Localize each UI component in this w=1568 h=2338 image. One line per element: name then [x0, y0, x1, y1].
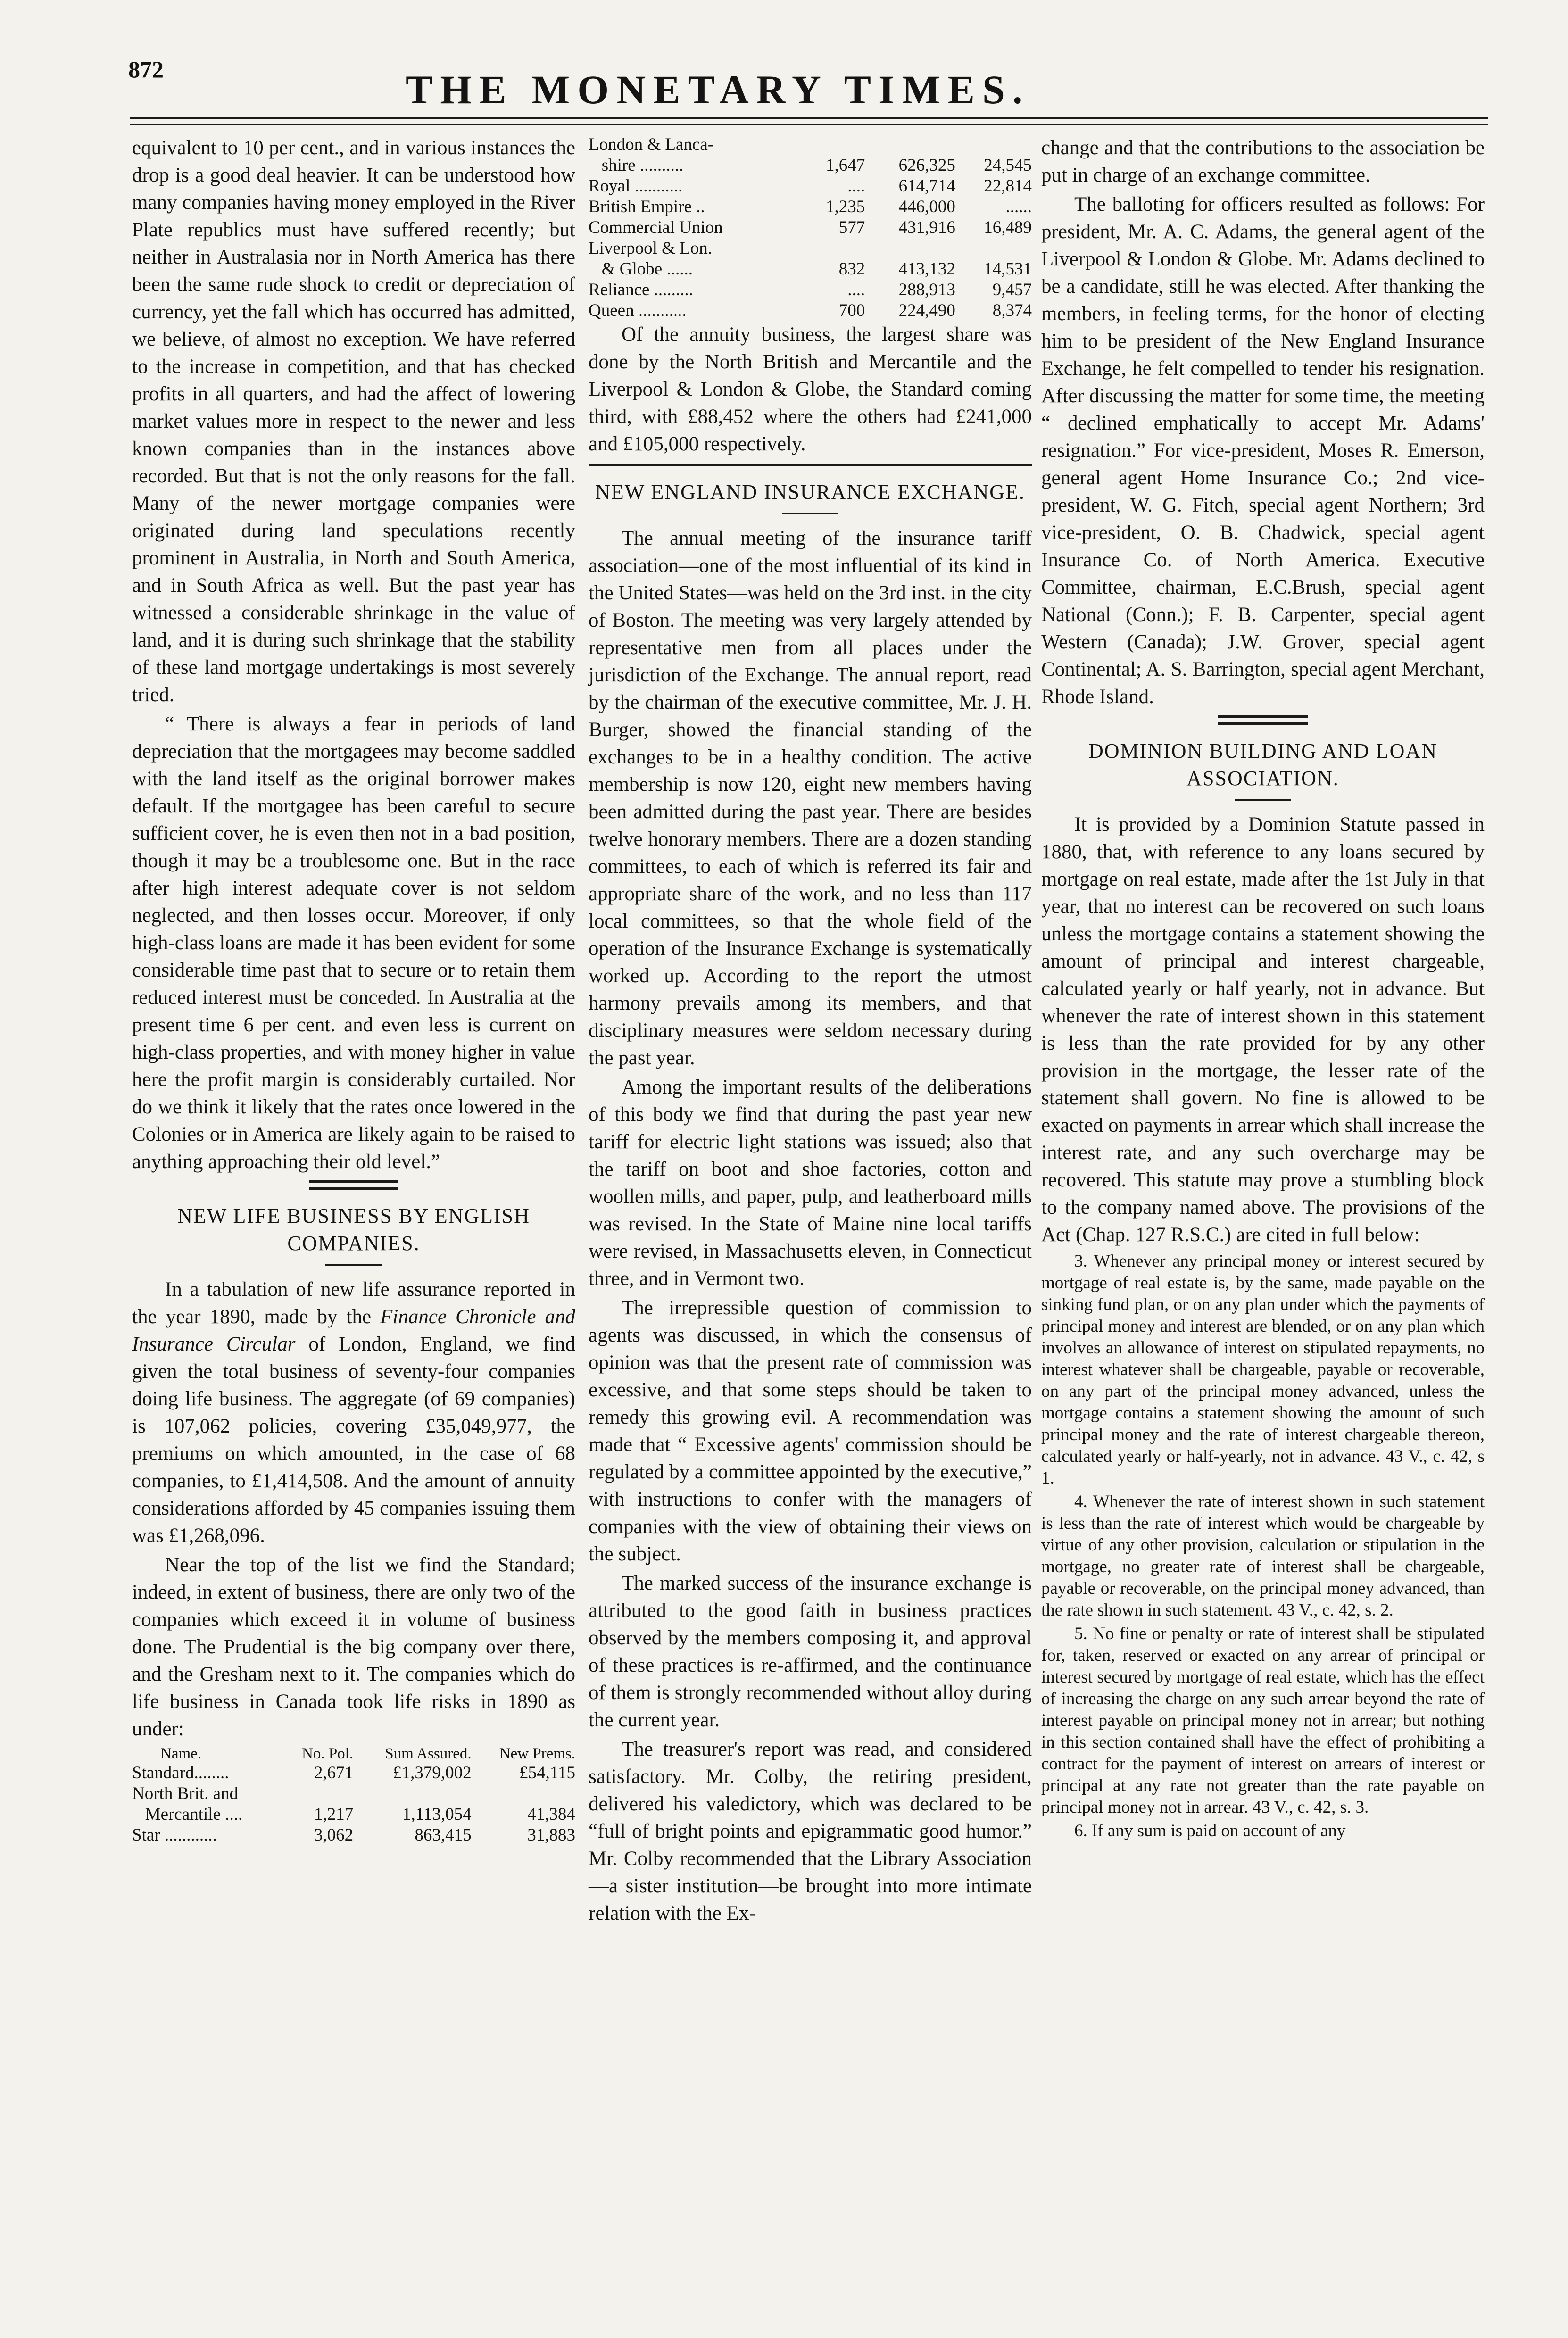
section-heading: DOMINION BUILDING AND LOAN ASSOCIATION. — [1088, 739, 1438, 790]
table-header: No. Pol. — [301, 1745, 354, 1762]
article-paragraph: Of the annuity business, the largest share was done by the North British and Mercantile and the Liverpool & London & Globe, the Standard coming third, with £88,452 where the others had £241,000 and £105,000 respectively. — [589, 323, 1032, 455]
table-row: Reliance ......... .... 288,913 9,457 — [589, 280, 1032, 299]
table-header: New Prems. — [499, 1745, 575, 1762]
masthead-title: THE MONETARY TIMES. — [406, 67, 1030, 112]
page-number: 872 — [128, 56, 164, 83]
table-row: Royal ........... .... 614,714 22,814 — [589, 176, 1032, 196]
article-paragraph: The balloting for officers resulted as follows: For president, Mr. A. C. Adams, the general agent of the Liverpool & London & Globe. Mr. Adams declined to be a candidate, still he was elected. After thanking the members, in feeling terms, for the honor of electing him to be president of the New England Insurance Exchange, he felt compelled to tender his resignation. After discussing the matter for some time, the meeting “ declined emphatically to accept Mr. Adams' resignation.” For vice-president, Moses R. Emerson, general agent Home Insurance Co.; 2nd vice-president, W. G. Fitch, special agent Northern; 3rd vice-president, O. B. Chadwick, special agent Insurance Co. of North America. Executive Committee, chairman, E.C.Brush, special agent National (Conn.); F. B. Carpenter, special agent Western (Canada); J.W. Grover, special agent Continental; A. S. Barrington, special agent Merchant, Rhode Island. — [1041, 193, 1485, 708]
column-2 — [589, 134, 1032, 1929]
section-separator — [309, 1180, 398, 1190]
table-header: Name. — [160, 1745, 202, 1762]
section-heading: NEW LIFE BUSINESS BY ENGLISH COMPANIES. — [177, 1204, 530, 1255]
table-row: Liverpool & Lon. — [589, 239, 713, 258]
table-header: Sum Assured. — [385, 1745, 472, 1762]
table-row: Commercial Union 577 431,916 16,489 — [589, 218, 1032, 237]
article-paragraph: equivalent to 10 per cent., and in various instances the drop is a good deal heavier. It can be understood how many companies having money employed in the River Plate republics must have suffered recently; but neither in Australasia nor in North America has there been the same rude shock to credit or depreciation of currency, yet the fall which has occurred has admitted, we believe, of almost no exception. We have referred to the increase in competition, and that has checked profits in all quarters, and had the affect of lowering market values more in respect to the newer and less known companies than in the instances above recorded. But that is not the only reasons for the fall. Many of the newer mortgage companies were originated during land speculations recently prominent in Australia, in North and South America, and in South Africa as well. But the past year has witnessed a considerable shrinkage in the value of land, and it is during such shrinkage that the stability of these land mortgage undertakings is most severely tried. — [132, 137, 575, 706]
article-paragraph: The marked success of the insurance exchange is attributed to the good faith in business practices observed by the members composing it, and approval of these practices is re-affirmed, and the continuance of them is strongly recommended without alloy during the current year. — [589, 1572, 1032, 1731]
article-paragraph: The annual meeting of the insurance tariff association—one of the most influential of its kind in the United States—was held on the 3rd inst. in the city of Boston. The meeting was very largely attended by representative men from all places under the jurisdiction of the Exchange. The annual report, read by the chairman of the executive committee, Mr. J. H. Burger, showed the financial standing of the exchanges to be in a healthy condition. The active membership is now 120, eight new members having been admitted during the past year. There are besides twelve honorary members. There are a dozen standing committees, to each of which is referred its fair and appropriate share of the work, and no less than 117 local committees, so that the whole field of the operation of the Insurance Exchange is systematically worked up. According to the report the utmost harmony prevails among its members, and that disciplinary measures were seldom necessary during the past year. — [589, 527, 1032, 1069]
statute-section: 6. If any sum is paid on account of any — [1074, 1821, 1346, 1841]
heading-dash — [782, 513, 838, 514]
masthead-rule-top — [130, 117, 1488, 119]
section-separator — [1218, 715, 1308, 725]
publication-title: Finance Chronicle and Insurance Circular — [132, 1306, 575, 1355]
life-business-table-continued — [589, 134, 1032, 321]
column-3 — [1041, 134, 1485, 1844]
section-heading: NEW ENGLAND INSURANCE EXCHANGE. — [595, 481, 1025, 504]
table-row: Star ............ 3,062 863,415 31,883 — [132, 1825, 575, 1845]
table-header-row — [132, 1745, 575, 1763]
article-paragraph: Among the important results of the deliberations of this body we find that during the past year new tariff for electric light stations was issued; also that the tariff on boot and shoe factories, cotton and woollen mills, and paper, pulp, and leatherboard mills was revised. In the State of Maine nine local tariffs were revised, in Massachusetts eleven, in Connecticut three, and in Vermont two. — [589, 1076, 1032, 1290]
article-paragraph: “ There is always a fear in periods of land depreciation that the mortgagees may become saddled with the land itself as the original borrower makes default. If the mortgagee has been careful to secure sufficient cover, he is even then not in a bad position, though it may be a troublesome one. But in the race after high interest adequate cover is not seldom neglected, and then losses occur. Moreover, if only high-class loans are made it has been evident for some considerable time past that to secure or to retain them reduced interest must be conceded. In Australia at the present time 6 per cent. and even less is current on high-class properties, and with money higher in value here the profit margin is considerably curtailed. Nor do we think it likely that the rates once lowered in the Colonies or in America are likely again to be raised to anything approaching their old level.” — [132, 713, 575, 1173]
article-paragraph: The treasurer's report was read, and considered satisfactory. Mr. Colby, the retiring president, delivered his valedictory, which was declared to be “full of bright points and epigrammatic good humor.” Mr. Colby recommended that the Library Association—a sister institution—be brought into more intimate relation with the Ex- — [589, 1738, 1032, 1924]
article-paragraph: Near the top of the list we find the Standard; indeed, in extent of business, there are only two of the companies which exceed it in volume of business done. The Prudential is the big company over there, and the Gresham next to it. The companies which do life business in Canada took life risks in 1890 as under: — [132, 1554, 575, 1740]
article-paragraph: The irrepressible question of commission to agents was discussed, in which the consensus of opinion was that the present rate of commission was excessive, and that some steps should be taken to remedy this growing evil. A recommendation was made that “ Excessive agents' commission should be regulated by a committee appointed by the executive,” with instructions to confer with the managers of companies with the view of obtaining their views on the subject. — [589, 1297, 1032, 1565]
table-row: Mercantile .... 1,217 1,113,054 41,384 — [132, 1805, 575, 1824]
statute-section: 5. No fine or penalty or rate of interest shall be stipulated for, taken, reserved or exacted on any arrear of principal or interest secured by mortgage of real estate, which has the effect of increasing the charge on any such arrear beyond the rate of interest payable on principal money not in arrear; but nothing in this section contained shall have the effect of prohibiting a contract for the payment of interest on arrears of interest or principal at any rate not greater than the rate payable on principal money not in arrear. 43 V., c. 42, s. 3. — [1041, 1624, 1485, 1817]
statute-excerpt — [1041, 1251, 1485, 1842]
section-rule — [589, 464, 1032, 466]
article-paragraph: In a tabulation of new life assurance reported in the year 1890, made by the Finance Chronicle and Insurance Circular of London, England, we find given the total business of seventy-four companies doing life business. The aggregate (of 69 companies) is 107,062 policies, covering £35,049,977, the premiums on which amounted, in the case of 68 companies, to £1,414,508. And the amount of annuity considerations afforded by 45 companies issuing them was £1,268,096. — [132, 1278, 575, 1547]
heading-dash — [1235, 799, 1291, 801]
life-business-table — [132, 1745, 575, 1846]
table-row: & Globe ...... 832 413,132 14,531 — [589, 259, 1032, 279]
table-row: Queen ........... 700 224,490 8,374 — [589, 301, 1032, 320]
column-1 — [132, 134, 575, 1846]
table-row: British Empire .. 1,235 446,000 ...... — [589, 197, 1032, 216]
statute-section: 4. Whenever the rate of interest shown in such statement is less than the rate of interest which would be chargeable by virtue of any other provision, calculation or stipulation in the mortgage, no greater rate of interest shall be chargeable, payable or recoverable, on the principal money advanced, than the rate shown in such statement. 43 V., c. 42, s. 2. — [1041, 1492, 1485, 1620]
article-paragraph: change and that the contributions to the association be put in charge of an exchange committee. — [1041, 137, 1485, 186]
heading-dash — [325, 1264, 382, 1266]
table-row: London & Lanca- — [589, 135, 714, 154]
article-paragraph: It is provided by a Dominion Statute passed in 1880, that, with reference to any loans secured by mortgage on real estate, made after the 1st July in that year, that no interest can be recovered on such loans unless the mortgage contains a statement showing the amount of principal and interest chargeable, calculated yearly or half yearly, not in advance. But whenever the rate of interest shown in this statement is less than the rate provided for by any other provision in the mortgage, the lesser rate of the statement shall govern. No fine is allowed to be exacted on payments in arrear which shall increase the interest rate, and any such overcharge may be recovered. This statute may prove a stumbling block to the company named above. The provisions of the Act (Chap. 127 R.S.C.) are cited in full below: — [1041, 813, 1485, 1246]
table-row: shire .......... 1,647 626,325 24,545 — [589, 156, 1032, 175]
table-row: North Brit. and — [132, 1784, 239, 1803]
masthead-rule-bottom — [130, 124, 1488, 125]
statute-section: 3. Whenever any principal money or interest secured by mortgage of real estate is, by the same, made payable on the sinking fund plan, or on any plan under which the payments of principal money and interest are blended, or on any plan which involves an allowance of interest on stipulated repayments, no interest whatever shall be chargeable, payable or recoverable, on any part of the principal money advanced, unless the mortgage contains a statement showing the amount of such principal money and the rate of interest chargeable thereon, calculated yearly or half-yearly, not in advance. 43 V., c. 42, s 1. — [1041, 1252, 1485, 1488]
table-row: Standard........ 2,671 £1,379,002 £54,115 — [132, 1763, 575, 1783]
